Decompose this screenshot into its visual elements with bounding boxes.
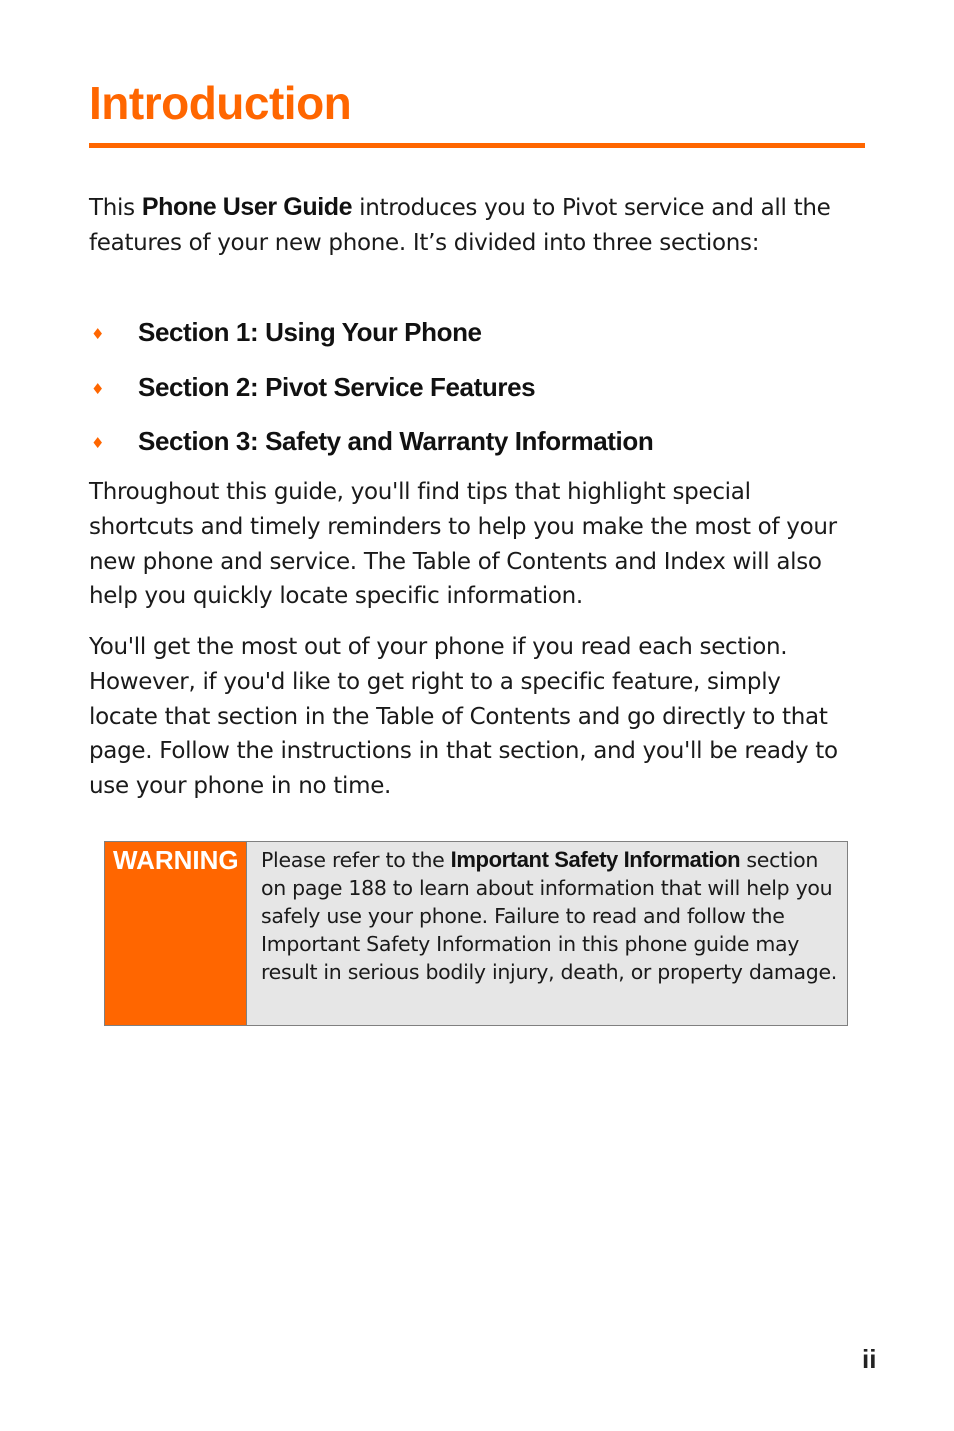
- warning-safety-link-text: Important Safety Information: [450, 847, 741, 872]
- section-label: Section 3: Safety and Warranty Information: [138, 426, 654, 456]
- list-item: [89, 369, 653, 424]
- page-title: Introduction: [89, 77, 352, 129]
- warning-text-before: Please refer to the: [261, 848, 451, 872]
- intro-guide-name: Phone User Guide: [141, 193, 353, 221]
- reading-paragraph: You'll get the most out of your phone if you read each section. However, if you'd like to get right to a specific feature, simply locate that section in the Table of Contents and go directly to that page. Follow the instructions in that section, and you'll be ready to use your phone in no time.: [89, 634, 838, 800]
- list-item: [89, 314, 653, 369]
- warning-text-after: section on page 188 to learn about information that will help you safely use your phone. Failure to read and follow the Important Safety Information in this phone guide may result in serious bodily injury, death, or property damage.: [261, 848, 837, 984]
- warning-text: [247, 842, 847, 1025]
- section-label: Section 1: Using Your Phone: [138, 317, 482, 347]
- intro-text-after: introduces you to Pivot service and all the features of your new phone. It’s divided into three sections:: [89, 195, 831, 256]
- section-list: [89, 314, 653, 478]
- page-number: ii: [862, 1344, 877, 1374]
- diamond-bullet-icon: ♦: [91, 325, 105, 343]
- intro-text-before: This: [89, 195, 142, 221]
- list-item: [89, 423, 653, 478]
- intro-paragraph: [89, 190, 849, 261]
- warning-box: [104, 841, 848, 1026]
- diamond-bullet-icon: ♦: [91, 434, 105, 452]
- title-divider: [89, 143, 865, 148]
- warning-label: WARNING: [113, 845, 239, 875]
- section-label: Section 2: Pivot Service Features: [138, 371, 536, 402]
- warning-label-cell: [105, 842, 247, 1025]
- diamond-bullet-icon: ♦: [91, 379, 105, 398]
- tips-paragraph: Throughout this guide, you'll find tips that highlight special shortcuts and timely reminders to help you make the most of your new phone and service. The Table of Contents and Index will also help you quickly locate specific information.: [89, 479, 837, 610]
